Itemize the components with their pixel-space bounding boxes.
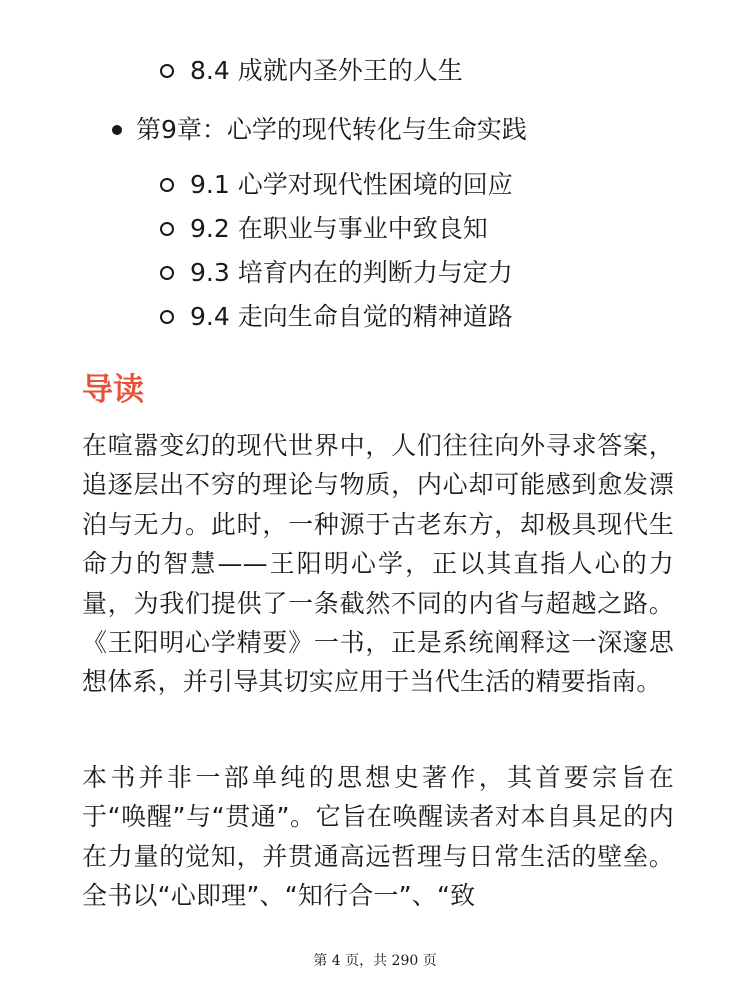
toc-sublist-chapter9: [160, 163, 513, 339]
toc-item-8-4[interactable]: [160, 49, 463, 93]
toc-item-label: 9.4 走向生命自觉的精神道路: [190, 302, 513, 331]
hollow-bullet-icon: [160, 222, 174, 236]
toc-item-9-4[interactable]: [160, 295, 513, 339]
intro-paragraph-1: 在喧嚣变幻的现代世界中，人们往往向外寻求答案，追逐层出不穷的理论与物质，内心却可能感到愈发漂泊与无力。此时，一种源于古老东方，却极具现代生命力的智慧——王阳明心学，正以其直指人心的力量，为我们提供了一条截然不同的内省与超越之路。《王阳明心学精要》一书，正是系统阐释这一深邃思想体系，并引导其切实应用于当代生活的精要指南。: [82, 431, 674, 697]
intro-paragraph-2: 本书并非一部单纯的思想史著作，其首要宗旨在于“唤醒”与“贯通”。它旨在唤醒读者对本自具足的内在力量的觉知，并贯通高远哲理与日常生活的壁垒。全书以“心即理”、“知行合一”、“致: [82, 763, 674, 911]
toc-sublist-chapter8: [160, 49, 463, 93]
toc-item-label: 9.1 心学对现代性困境的回应: [190, 170, 513, 199]
hollow-bullet-icon: [160, 266, 174, 280]
page-number-footer: 第 4 页，共 290 页: [313, 953, 437, 969]
solid-bullet-icon: [112, 125, 122, 135]
hollow-bullet-icon: [160, 178, 174, 192]
section-heading-intro: 导读: [82, 372, 144, 408]
toc-item-9-1[interactable]: [160, 163, 513, 207]
toc-chapter-label: 第9章：心学的现代转化与生命实践: [136, 115, 527, 144]
toc-item-9-2[interactable]: [160, 207, 513, 251]
toc-item-label: 9.2 在职业与事业中致良知: [190, 214, 488, 243]
toc-item-label: 8.4 成就内圣外王的人生: [190, 56, 463, 85]
toc-chapter-9[interactable]: [112, 108, 527, 152]
toc-item-9-3[interactable]: [160, 251, 513, 295]
toc-item-label: 9.3 培育内在的判断力与定力: [190, 258, 513, 287]
hollow-bullet-icon: [160, 64, 174, 78]
hollow-bullet-icon: [160, 310, 174, 324]
